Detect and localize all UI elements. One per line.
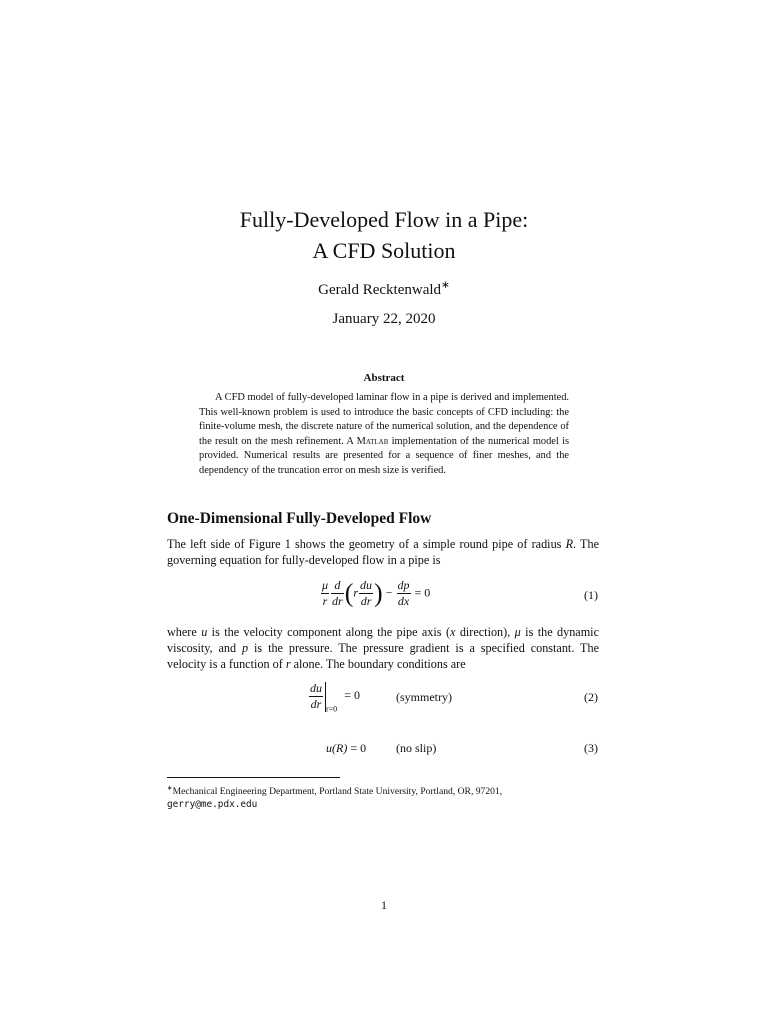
eq1-frac-mu-r: $\frac{\mu}{r}$	[322, 578, 329, 608]
abstract-heading: Abstract	[363, 372, 405, 384]
footnote-email: gerry@me.pdx.edu	[167, 799, 258, 811]
equation-2	[308, 681, 360, 713]
footnote-rule	[167, 777, 340, 778]
eq2-frac-du-dr: $\frac{du}{dr}$	[310, 681, 322, 711]
eq2-note: (symmetry)	[396, 690, 452, 704]
author	[0, 279, 768, 299]
eq1-r: r	[353, 585, 359, 600]
eq1-minus: −	[385, 585, 393, 600]
page-number: 1	[381, 898, 387, 912]
eq2-equals-zero: = 0	[344, 688, 360, 703]
matlab-name: Matlab	[356, 435, 389, 447]
paragraph-2: where u is the velocity component along the pipe axis (x direction), μ is the dynamic viscosity, and p is the pressure. The pressure gradient is a specified constant. The velocity is a function of r alone. The boundary conditions are	[167, 625, 600, 671]
paper-title-line-2: A CFD Solution	[312, 238, 456, 263]
paper-title-line-1: Fully-Developed Flow in a Pipe:	[239, 207, 529, 232]
footnote-text: Mechanical Engineering Department, Portland State University, Portland, OR, 97201,	[172, 786, 503, 798]
equation-3-number: (3)	[584, 741, 598, 755]
footnote-mark: ∗	[167, 785, 173, 792]
eq3-equals-zero: = 0	[350, 741, 367, 755]
abstract-text-2: implementation of the numerical model is provided. Numerical results are presented for a sequence of finer meshes, and the dependency of the truncation error on mesh size is verified.	[199, 435, 569, 476]
equation-2-number: (2)	[584, 690, 598, 704]
para1-text-b: . The governing equation for fully-developed flow in a pipe is	[167, 537, 600, 567]
footnote	[167, 782, 599, 811]
abstract-text-1: A CFD model of fully-developed laminar flow in a pipe is derived and implemented. This well-known problem is used to introduce the basic concepts of CFD including: the finite-volume mesh, the discrete nature of the numerical solution, and the dependence of the result on the mesh refinement. A	[199, 392, 569, 447]
date: January 22, 2020	[332, 311, 436, 327]
eq1-frac-dp-dx: $\frac{dp}{dx}$	[397, 578, 410, 608]
eq1-frac-d-dr: $\frac{d}{dr}$	[332, 578, 343, 608]
equation-3	[326, 741, 366, 756]
eq1-equals-zero: = 0	[414, 585, 431, 600]
paragraph-1	[167, 536, 599, 568]
section-heading: One-Dimensional Fully-Developed Flow	[167, 510, 432, 527]
abstract-body	[199, 391, 569, 479]
eq1-frac-du-dr: $\frac{du}{dr}$	[360, 578, 373, 608]
equation-1-number: (1)	[584, 588, 598, 602]
author-footnote-mark: ∗	[441, 280, 450, 291]
eq3-lhs: u(R)	[326, 741, 348, 755]
eq3-note: (no slip)	[396, 741, 437, 755]
author-name: Gerald Recktenwald	[318, 282, 442, 298]
equation-1: $\frac{\mu}{r}$ $\frac{d}{dr}$ (r $\frac{du}{dr}$ ) − $\frac{dp}{dx}$ = 0	[322, 578, 431, 608]
para1-text-a: The left side of Figure 1 shows the geometry of a simple round pipe of radius	[167, 537, 566, 551]
para1-var-R: R	[565, 537, 574, 551]
eq2-subscript: r=0	[326, 704, 338, 714]
